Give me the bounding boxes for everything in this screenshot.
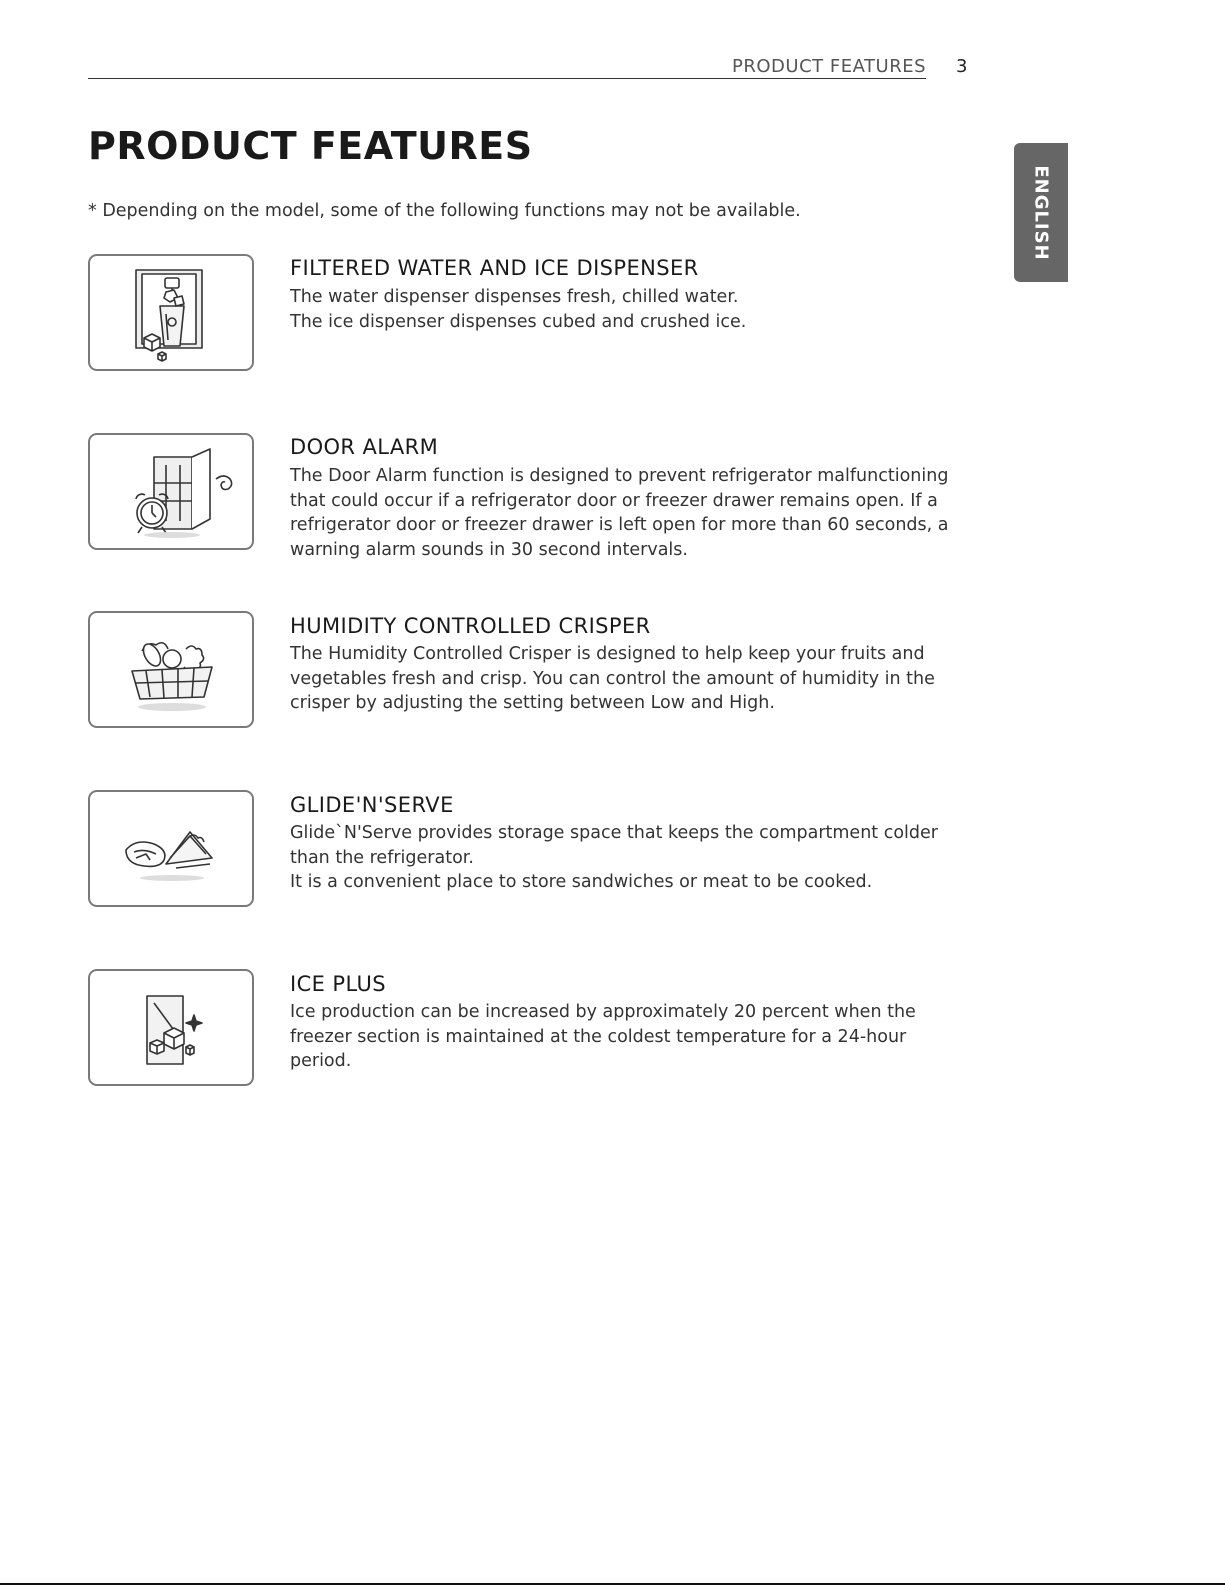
feature-title: DOOR ALARM: [290, 435, 439, 459]
feature-title: GLIDE'N'SERVE: [290, 793, 454, 817]
availability-note: * Depending on the model, some of the following functions may not be available.: [88, 201, 801, 221]
feature-title: ICE PLUS: [290, 972, 387, 996]
feature-description-line: The ice dispenser dispenses cubed and crushed ice.: [290, 311, 747, 332]
feature-description: [290, 285, 965, 334]
running-header-section: PRODUCT FEATURES: [732, 56, 926, 77]
sandwich-meat-icon: [88, 790, 254, 907]
feature-description: The Humidity Controlled Crisper is designed to help keep your fruits and vegetables fresh and crisp. You can control the amount of humidity in the crisper by adjusting the setting between Low and High.: [290, 644, 935, 713]
language-tab: [1014, 143, 1068, 282]
language-tab-label: ENGLISH: [1030, 164, 1052, 261]
feature-description-line: It is a convenient place to store sandwiches or meat to be cooked.: [290, 872, 873, 892]
feature-description: The Door Alarm function is designed to prevent refrigerator malfunctioning that could occur if a refrigerator door or freezer drawer remains open. If a refrigerator door or freezer drawer is left open for more than 60 seconds, a warning alarm sounds in 30 second intervals.: [290, 466, 949, 560]
feature-description-line: Glide`N'Serve provides storage space that keeps the compartment colder than the refrigerator.: [290, 823, 938, 868]
feature-title: HUMIDITY CONTROLLED CRISPER: [290, 614, 651, 638]
feature-description: Ice production can be increased by approximately 20 percent when the freezer section is maintained at the coldest temperature for a 24-hour period.: [290, 1002, 916, 1071]
crisper-basket-icon: [88, 611, 254, 728]
ice-plus-icon: [88, 969, 254, 1086]
door-alarm-icon: [88, 433, 254, 550]
page-title: PRODUCT FEATURES: [88, 124, 533, 168]
page-number: 3: [956, 56, 968, 77]
feature-title: FILTERED WATER AND ICE DISPENSER: [290, 256, 699, 280]
water-ice-dispenser-icon: [88, 254, 254, 371]
feature-description: [290, 821, 965, 895]
header-rule: [88, 78, 926, 79]
feature-description-line: The water dispenser dispenses fresh, chilled water.: [290, 287, 739, 307]
